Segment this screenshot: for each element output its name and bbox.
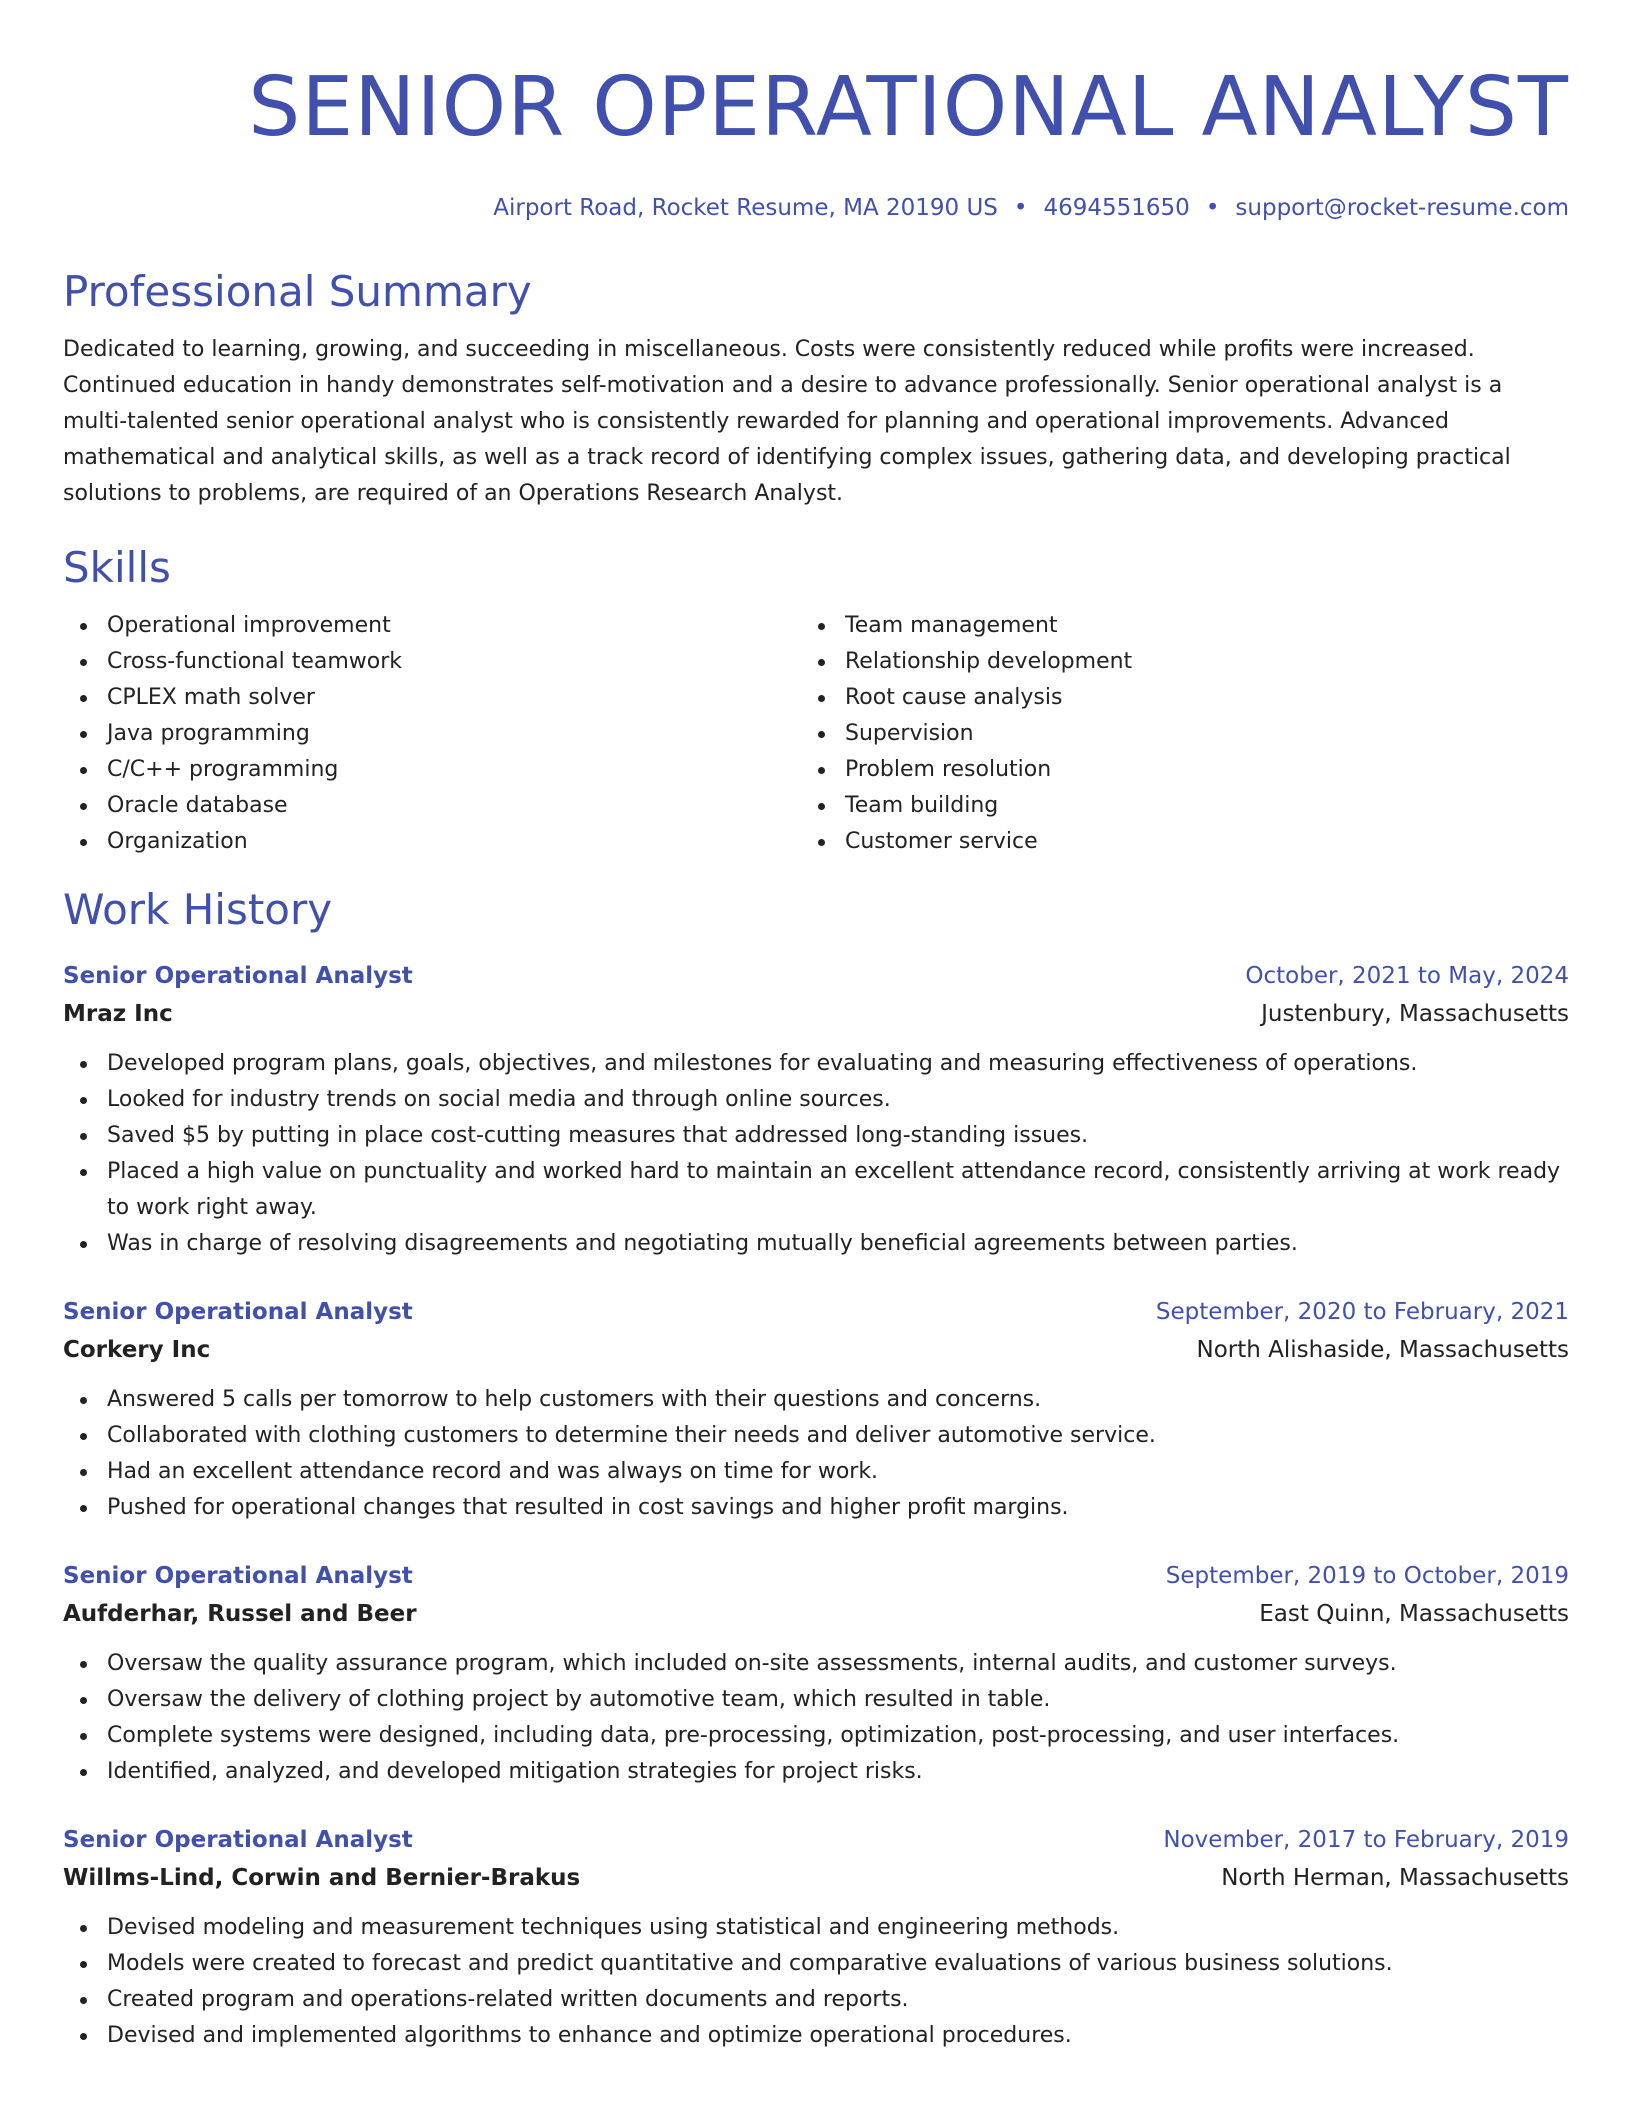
- skill-item: Operational improvement: [63, 608, 801, 644]
- job-bullet: Placed a high value on punctuality and worked hard to maintain an excellent attendance record, consistently arriving at work ready to work right away.: [63, 1154, 1569, 1226]
- skill-item: Cross-functional teamwork: [63, 644, 801, 680]
- job-bullet: Answered 5 calls per tomorrow to help customers with their questions and concerns.: [63, 1382, 1569, 1418]
- contact-phone: 4694551650: [1043, 195, 1190, 221]
- job-role: Senior Operational Analyst: [63, 963, 413, 989]
- job-bullet: Had an excellent attendance record and was always on time for work.: [63, 1454, 1569, 1490]
- job-bullet: Complete systems were designed, including data, pre-processing, optimization, post-processing, and user interfaces.: [63, 1718, 1569, 1754]
- resume-name: SENIOR OPERATIONAL ANALYST: [248, 60, 1569, 155]
- job-company: Mraz Inc: [63, 1001, 173, 1027]
- job-role: Senior Operational Analyst: [63, 1299, 413, 1325]
- job-bullet: Identified, analyzed, and developed mitigation strategies for project risks.: [63, 1754, 1569, 1790]
- job-entry: [63, 1822, 1569, 2054]
- job-dates: November, 2017 to February, 2019: [1163, 1827, 1569, 1853]
- contact-line: [63, 192, 1569, 224]
- job-location: North Herman, Massachusetts: [1221, 1865, 1569, 1891]
- job-header-row: [63, 1558, 1569, 1594]
- contact-separator: •: [1013, 195, 1028, 221]
- job-location: East Quinn, Massachusetts: [1259, 1601, 1569, 1627]
- job-bullet: Oversaw the delivery of clothing project by automotive team, which resulted in table.: [63, 1682, 1569, 1718]
- job-company-row: [63, 994, 1569, 1034]
- skill-item: CPLEX math solver: [63, 680, 801, 716]
- job-dates: September, 2020 to February, 2021: [1155, 1299, 1569, 1325]
- job-company-row: [63, 1594, 1569, 1634]
- skill-item: Root cause analysis: [801, 680, 1132, 716]
- skill-item: C/C++ programming: [63, 752, 801, 788]
- job-bullet: Collaborated with clothing customers to determine their needs and deliver automotive service.: [63, 1418, 1569, 1454]
- job-bullets: [63, 1382, 1569, 1526]
- job-bullet: Saved $5 by putting in place cost-cutting measures that addressed long-standing issues.: [63, 1118, 1569, 1154]
- job-role: Senior Operational Analyst: [63, 1827, 413, 1853]
- skill-item: Problem resolution: [801, 752, 1132, 788]
- job-bullet: Created program and operations-related written documents and reports.: [63, 1982, 1569, 2018]
- job-bullet: Developed program plans, goals, objectives, and milestones for evaluating and measuring effectiveness of operations.: [63, 1046, 1569, 1082]
- job-entry: [63, 1558, 1569, 1790]
- summary-heading: Professional Summary: [63, 267, 532, 316]
- job-bullets: [63, 1646, 1569, 1790]
- skill-item: Team management: [801, 608, 1132, 644]
- job-entry: [63, 958, 1569, 1262]
- job-bullet: Pushed for operational changes that resulted in cost savings and higher profit margins.: [63, 1490, 1569, 1526]
- summary-text: Dedicated to learning, growing, and succeeding in miscellaneous. Costs were consistently reduced while profits were increased. Continued education in handy demonstrates self-motivation and a desire to advance professionally. Senior operational analyst is a multi-talented senior operational analyst who is consistently rewarded for planning and operational improvements. Advanced mathematical and analytical skills, as well as a track record of identifying complex issues, gathering data, and developing practical solutions to problems, are required of an Operations Research Analyst.: [63, 337, 1511, 506]
- contact-separator: •: [1205, 195, 1220, 221]
- job-header-row: [63, 958, 1569, 994]
- job-bullet: Models were created to forecast and predict quantitative and comparative evaluations of various business solutions.: [63, 1946, 1569, 1982]
- job-bullet: Was in charge of resolving disagreements and negotiating mutually beneficial agreements between parties.: [63, 1226, 1569, 1262]
- work-history-heading: Work History: [63, 885, 333, 934]
- job-bullet: Devised modeling and measurement techniques using statistical and engineering methods.: [63, 1910, 1569, 1946]
- job-header-row: [63, 1822, 1569, 1858]
- job-company-row: [63, 1858, 1569, 1898]
- job-role: Senior Operational Analyst: [63, 1563, 413, 1589]
- job-dates: September, 2019 to October, 2019: [1165, 1563, 1569, 1589]
- job-company: Aufderhar, Russel and Beer: [63, 1601, 417, 1627]
- job-entry: [63, 1294, 1569, 1526]
- job-bullet: Looked for industry trends on social media and through online sources.: [63, 1082, 1569, 1118]
- job-dates: October, 2021 to May, 2024: [1245, 963, 1569, 989]
- skill-item: Java programming: [63, 716, 801, 752]
- job-bullets: [63, 1046, 1569, 1262]
- skill-item: Organization: [63, 824, 801, 860]
- contact-address: Airport Road, Rocket Resume, MA 20190 US: [493, 195, 998, 221]
- skill-item: Oracle database: [63, 788, 801, 824]
- job-company-row: [63, 1330, 1569, 1370]
- skill-item: Supervision: [801, 716, 1132, 752]
- job-company: Corkery Inc: [63, 1337, 211, 1363]
- skill-item: Team building: [801, 788, 1132, 824]
- skills-list: [63, 608, 1569, 860]
- job-company: Willms-Lind, Corwin and Bernier-Brakus: [63, 1865, 581, 1891]
- job-bullet: Oversaw the quality assurance program, which included on-site assessments, internal audits, and customer surveys.: [63, 1646, 1569, 1682]
- skills-column-right: [801, 608, 1132, 860]
- skills-heading: Skills: [63, 543, 171, 592]
- job-bullet: Devised and implemented algorithms to enhance and optimize operational procedures.: [63, 2018, 1569, 2054]
- job-bullets: [63, 1910, 1569, 2054]
- contact-email[interactable]: support@rocket-resume.com: [1235, 195, 1569, 221]
- job-location: North Alishaside, Massachusetts: [1196, 1337, 1569, 1363]
- skills-column-left: [63, 608, 801, 860]
- job-header-row: [63, 1294, 1569, 1330]
- skill-item: Customer service: [801, 824, 1132, 860]
- skill-item: Relationship development: [801, 644, 1132, 680]
- job-location: Justenbury, Massachusetts: [1261, 1001, 1569, 1027]
